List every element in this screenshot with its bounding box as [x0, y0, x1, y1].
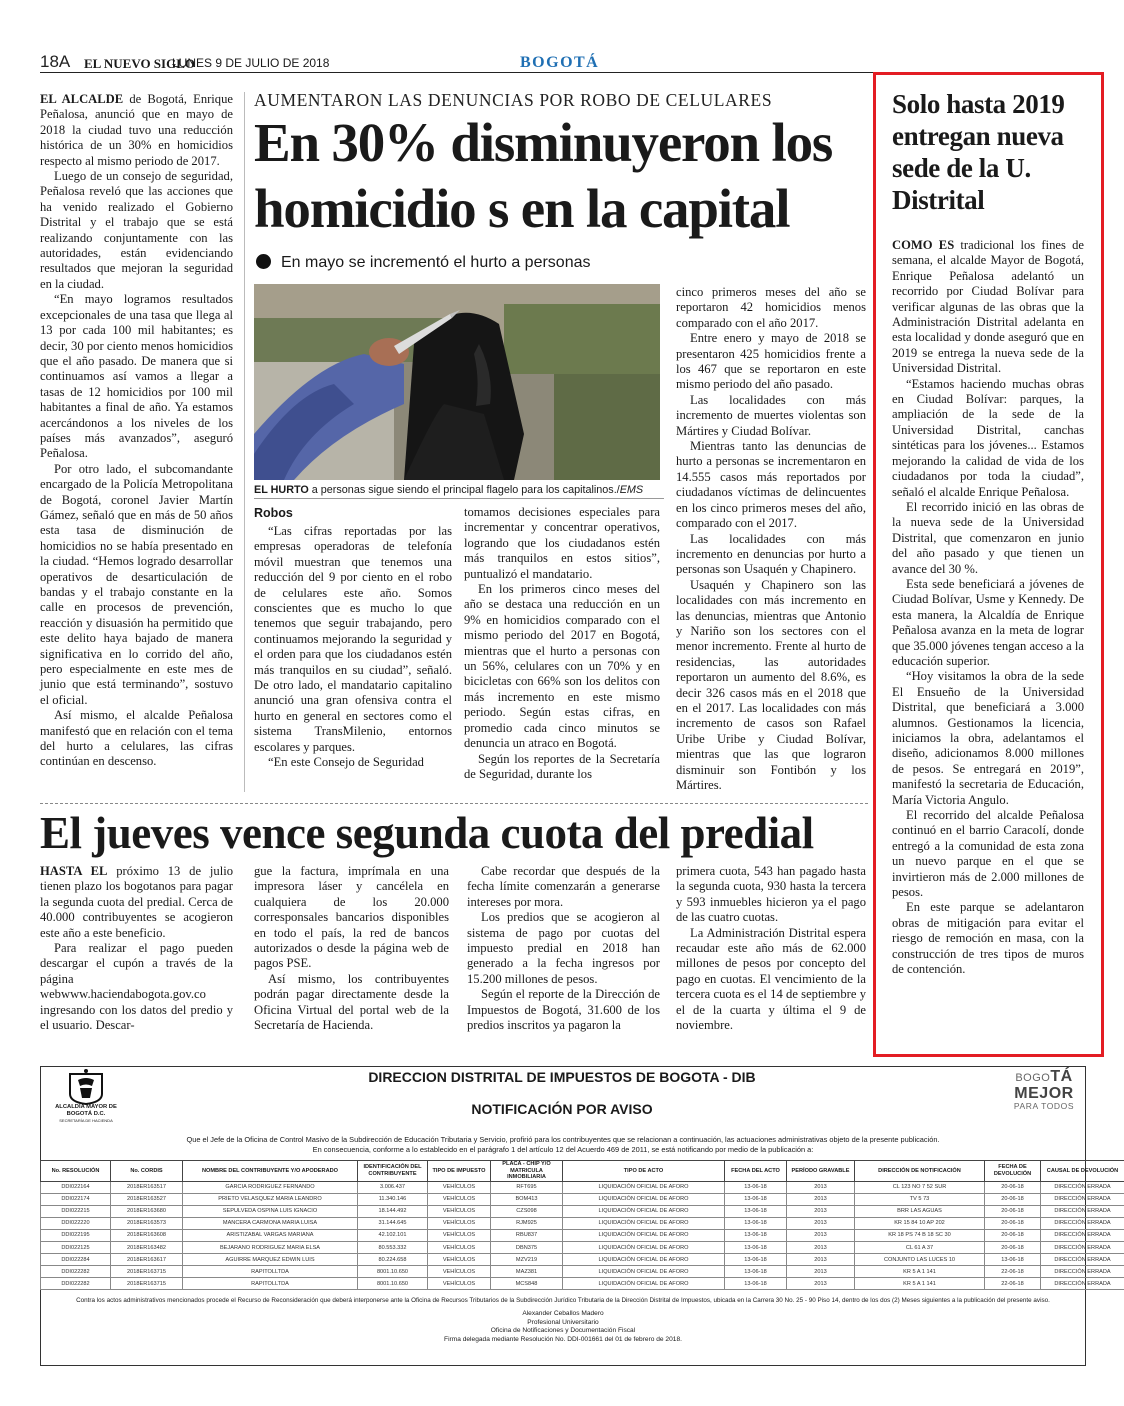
table-cell: PRIETO VELASQUEZ MARIA LEANDRO: [183, 1193, 358, 1205]
paragraph-text: “Hoy visitamos la obra de la sede El Ensueño de la Universidad Distrital, que beneficiará a 3.000 alumnos. Gestionamos la licencia, iniciamos la obra, adelantamos el diseño, adicionamos 8.000 millones de pesos. Se entregará en 2019”, manifestó la secretaria de Educación, María Victoria Angulo.: [892, 669, 1084, 807]
paragraph-text: “En este Consejo de Seguridad: [268, 755, 424, 770]
paragraph: [467, 864, 660, 910]
second-column-1: [40, 864, 233, 1033]
paragraph: [464, 752, 660, 783]
table-cell: 3.006.437: [358, 1181, 428, 1193]
table-cell: 13-06-18: [725, 1278, 787, 1290]
table-cell: 31.144.645: [358, 1217, 428, 1229]
table-cell: 2018ER163680: [111, 1205, 183, 1217]
paragraph: [40, 708, 233, 770]
lead-in: EL ALCALDE: [40, 92, 124, 106]
second-column-4: [676, 864, 866, 1033]
main-headline: [254, 110, 866, 242]
table-cell: 20-06-18: [985, 1193, 1041, 1205]
table-cell: MZV219: [491, 1254, 563, 1266]
table-row: [41, 1217, 1124, 1229]
column-header: TIPO DE IMPUESTO: [428, 1161, 491, 1182]
table-cell: MCS848: [491, 1278, 563, 1290]
table-cell: 42.102.101: [358, 1229, 428, 1241]
second-column-2: [254, 864, 449, 1033]
notice-table-header: [41, 1161, 1124, 1182]
main-headline-line-2: homicidio s en la capital: [254, 178, 790, 239]
table-cell: MANCERA CARMONA MARIA LUISA: [183, 1217, 358, 1229]
paragraph: [676, 393, 866, 439]
table-cell: 13-06-18: [725, 1254, 787, 1266]
table-cell: DDI022125: [41, 1241, 111, 1253]
table-cell: DBN375: [491, 1241, 563, 1253]
table-row: [41, 1278, 1124, 1290]
table-cell: KR 5 A 1 141: [855, 1266, 985, 1278]
signer-role: Profesional Universitario: [527, 1318, 599, 1326]
table-cell: VEHÍCULOS: [428, 1241, 491, 1253]
table-cell: CZS098: [491, 1205, 563, 1217]
table-cell: KR 18 PS 74 B 18 SC 30: [855, 1229, 985, 1241]
paragraph-text: Cabe recordar que después de la fecha límite comenzarán a generarse intereses por mora.: [467, 864, 660, 909]
paragraph: [254, 524, 452, 755]
table-cell: 18.144.492: [358, 1205, 428, 1217]
table-cell: 80.553.332: [358, 1241, 428, 1253]
table-cell: RAPITOLLTDA: [183, 1278, 358, 1290]
photo-caption-lead: EL HURTO: [254, 484, 309, 496]
paragraph: [892, 377, 1084, 500]
signer-name: Alexander Ceballos Madero: [522, 1310, 604, 1317]
table-cell: DIRECCIÓN ERRADA: [1041, 1241, 1124, 1253]
table-cell: RJM925: [491, 1217, 563, 1229]
table-cell: 13-06-18: [985, 1254, 1041, 1266]
paragraph: [676, 864, 866, 926]
paragraph-text: Las localidades con más incremento de muertes violentas son Mártires y Ciudad Bolívar.: [676, 392, 866, 438]
column-header: NOMBRE DEL CONTRIBUYENTE Y/O APODERADO: [183, 1161, 358, 1182]
table-cell: 20-06-18: [985, 1181, 1041, 1193]
table-cell: VEHÍCULOS: [428, 1229, 491, 1241]
column-header: No. CORDIS: [111, 1161, 183, 1182]
paragraph: [892, 669, 1084, 808]
signer-office: Oficina de Notificaciones y Documentación Fiscal: [490, 1327, 636, 1334]
paragraph-text: El recorrido del alcalde Peñalosa continuó en el barrio Caracolí, donde entregó a la comunidad de esta zona un nuevo parque en el que se invirtieron más de 2.000 millones de pesos.: [892, 808, 1084, 900]
table-cell: DDI022220: [41, 1217, 111, 1229]
table-cell: 2013: [787, 1193, 855, 1205]
notice-table: [40, 1160, 1124, 1290]
table-row: [41, 1205, 1124, 1217]
issue-date: LUNES 9 DE JULIO DE 2018: [172, 56, 330, 70]
table-cell: 80.224.658: [358, 1254, 428, 1266]
table-cell: 2018ER163608: [111, 1229, 183, 1241]
second-column-3: [467, 864, 660, 1033]
paragraph: [892, 500, 1084, 577]
paragraph-text: Según el reporte de la Dirección de Impuestos de Bogotá, 31.600 de los predios inscritos ya pagaron la: [467, 987, 660, 1033]
table-cell: DDI022195: [41, 1229, 111, 1241]
paragraph-text: primera cuota, 543 han pagado hasta la segunda cuota, 930 hasta la tercera y 593 inmuebles hicieron ya el pago de las cuatro cuotas.: [676, 864, 866, 925]
table-cell: VEHÍCULOS: [428, 1217, 491, 1229]
paragraph-text: “Estamos haciendo muchas obras en Ciudad Bolívar: parques, la ampliación de la sede de la Universidad Distrital, canchas sintéticas para los jóvenes... Estamos mejorando la calidad de vida de los ciudadanos por toda la ciudad”, señaló el alcalde Enrique Peñalosa.: [892, 376, 1084, 499]
lead-in: HASTA EL: [40, 864, 108, 878]
logo-text-a: BOGO: [1015, 1072, 1051, 1084]
table-cell: 2018ER163617: [111, 1254, 183, 1266]
logo-text-b: TÁ: [1050, 1068, 1073, 1085]
agency-name: ALCALDÍA MAYOR DE BOGOTÁ D.C.: [55, 1104, 117, 1117]
column-header: FECHA DE DEVOLUCIÓN: [985, 1161, 1041, 1182]
paragraph: [892, 900, 1084, 977]
table-row: [41, 1241, 1124, 1253]
story-separator: [40, 803, 868, 804]
paragraph: [676, 439, 866, 531]
table-cell: CONJUNTO LAS LUCES 10: [855, 1254, 985, 1266]
table-cell: VEHÍCULOS: [428, 1205, 491, 1217]
notice-intro-line-1: Que el Jefe de la Oficina de Control Masivo de la Subdirección de Educación Tributaria y Servicio, profirió para los contribuyentes que se relacionan a continuación, las actuaciones administrativas objeto de la presente publicación.: [186, 1135, 940, 1144]
table-cell: MAZ381: [491, 1266, 563, 1278]
table-cell: 2013: [787, 1181, 855, 1193]
main-column-1: [40, 92, 233, 770]
table-cell: 8001.10.650: [358, 1266, 428, 1278]
column-divider: [244, 92, 245, 792]
paragraph-text: En los primeros cinco meses del año se destaca una reducción en un 9% en homicidios comparado con el mismo periodo del 2017 en Bogotá, mientras que el hurto a personas con un 56%, celulares con un 70% y en bicicletas con 66% son los delitos con más incremento en este mismo periodo. Según estas cifras, en promedio cada cinco minutos se denuncia un atraco en Bogotá.: [464, 582, 660, 751]
paragraph-text: Usaquén y Chapinero son las localidades con más incremento en las denuncias, mientras que Antonio y Nariño son los sectores con el menor incremento. Frente al hurto de residencias, las autoridades reportaron un aumento del 8.6%, es decir 326 casos más en el 2018 que en el 2017. Las localidades con más incremento de casos son Rafael Uribe Uribe y Ciudad Bolívar, mientras que las que lograron disminuir son Fontibón y los Mártires.: [676, 577, 866, 792]
paragraph: [467, 987, 660, 1033]
paragraph-text: tomamos decisiones especiales para incrementar y concentrar operativos, logrando que los ciudadanos estén más tranquilos en estos sitios”, puntualizó el mandatario.: [464, 505, 660, 581]
paragraph: [40, 169, 233, 292]
table-cell: DDI022284: [41, 1254, 111, 1266]
bullet-icon: [256, 254, 271, 269]
section-title: BOGOTÁ: [520, 54, 600, 71]
notice-table-body: [41, 1181, 1124, 1290]
signer-delegation: Firma delegada mediante Resolución No. DDI-001661 del 01 de febrero de 2018.: [444, 1335, 682, 1343]
table-cell: VEHÍCULOS: [428, 1254, 491, 1266]
notice-intro: [40, 1135, 1086, 1155]
table-cell: 13-06-18: [725, 1266, 787, 1278]
paragraph-text: Así mismo, el alcalde Peñalosa manifestó que en relación con el tema del hurto a celulares, las cifras continúan en descenso.: [40, 708, 233, 769]
paragraph: [464, 505, 660, 582]
table-cell: BOM413: [491, 1193, 563, 1205]
table-cell: 2013: [787, 1205, 855, 1217]
robbery-photo-image: [254, 284, 660, 480]
table-cell: LIQUIDACIÓN OFICIAL DE AFORO: [563, 1205, 725, 1217]
table-cell: 2018ER163715: [111, 1278, 183, 1290]
table-cell: 2013: [787, 1217, 855, 1229]
paragraph: [40, 292, 233, 461]
table-row: [41, 1229, 1124, 1241]
table-cell: RFT695: [491, 1181, 563, 1193]
paragraph-text: Para realizar el pago pueden descargar el cupón a través de la página webwww.haciendabogota.gov.co ingresando con los datos del predio y el usuario. Descar-: [40, 941, 233, 1033]
paragraph-text: Así mismo, los contribuyentes podrán pagar directamente desde la Oficina Virtual del portal web de la Secretaría de Hacienda.: [254, 971, 449, 1033]
table-cell: CL 61 A 37: [855, 1241, 985, 1253]
paragraph-text: Esta sede beneficiará a jóvenes de Ciudad Bolívar, Usme y Kennedy. De esta manera, la Alcaldía de Enrique Peñalosa avanza en la meta de lograr que 35.000 jóvenes tengan acceso a la educación superior.: [892, 576, 1084, 668]
notice-footer: Contra los actos administrativos mencionados procede el Recurso de Reconsideración que deberá interponerse ante la Oficina de Recursos Tributarios de la Subdirección Jurídico Tributaria de la Dirección Distrital de Impuestos, ubicada en la Carrera 30 No. 25 - 90 Piso 14, dentro de los dos (2) Meses siguientes a la publicación del presente aviso.: [76, 1297, 1050, 1304]
notice-subtitle: NOTIFICACIÓN POR AVISO: [471, 1101, 653, 1117]
main-subhead-text: En mayo se incrementó el hurto a personas: [281, 254, 591, 271]
paragraph: [892, 808, 1084, 900]
main-subhead: [256, 254, 591, 272]
table-cell: RBU837: [491, 1229, 563, 1241]
paragraph-text: de Bogotá, Enrique Peñalosa, anunció que en mayo de 2018 la ciudad tuvo una reducción histórica de un 30% en homicidios respecto al mismo periodo de 2017.: [40, 92, 233, 168]
paragraph-text: Los predios que se acogieron al sistema de pago por cuotas del impuesto predial en 2018 han generado a la fecha ingresos por 15.200 millones de pesos.: [467, 910, 660, 986]
table-cell: 2013: [787, 1254, 855, 1266]
table-cell: DIRECCIÓN ERRADA: [1041, 1229, 1124, 1241]
paragraph-text: En este parque se adelantaron obras de mitigación para evitar el riesgo de remoción en masa, con la construcción de tres tipos de muros de contención.: [892, 900, 1084, 977]
column-header: No. RESOLUCIÓN: [41, 1161, 111, 1182]
paragraph-text: Las localidades con más incremento en denuncias por hurto a personas son Usaquén y Chapinero.: [676, 531, 866, 577]
table-row: [41, 1254, 1124, 1266]
table-cell: AGUIRRE MARQUEZ EDWIN LUIS: [183, 1254, 358, 1266]
table-cell: 20-06-18: [985, 1229, 1041, 1241]
paragraph: [676, 331, 866, 393]
paragraph-text: Mientras tanto las denuncias de hurto a personas se incrementaron en 14.555 casos más reportados por ciudadanos víctimas de delincuentes en los cinco primeros meses del año, comparado con el 2017.: [676, 439, 866, 531]
table-cell: SEPULVEDA OSPINA LUIS IGNACIO: [183, 1205, 358, 1217]
table-cell: DIRECCIÓN ERRADA: [1041, 1217, 1124, 1229]
table-cell: 20-06-18: [985, 1205, 1041, 1217]
lead-in: COMO ES: [892, 238, 955, 252]
box-column: [892, 238, 1084, 978]
table-cell: 22-06-18: [985, 1266, 1041, 1278]
notice-title: DIRECCION DISTRITAL DE IMPUESTOS DE BOGOTA - DIB: [368, 1069, 756, 1085]
robbery-photo: [254, 284, 660, 480]
column-header: PLACA - CHIP Y/O MATRICULA INMOBILIARIA: [491, 1161, 563, 1182]
table-cell: DDI022215: [41, 1205, 111, 1217]
table-cell: LIQUIDACIÓN OFICIAL DE AFORO: [563, 1217, 725, 1229]
table-row: [41, 1266, 1124, 1278]
paragraph: [40, 864, 233, 941]
table-cell: 2013: [787, 1278, 855, 1290]
table-cell: VEHÍCULOS: [428, 1278, 491, 1290]
main-column-2: [254, 524, 452, 771]
table-cell: 2018ER163527: [111, 1193, 183, 1205]
table-cell: DDI022174: [41, 1193, 111, 1205]
table-row: [41, 1181, 1124, 1193]
paragraph-text: próximo 13 de julio tienen plazo los bogotanos para pagar la segunda cuota del predial. Cerca de 40.000 contribuyentes se acogieron este año a este beneficio.: [40, 864, 233, 940]
table-cell: 2018ER163573: [111, 1217, 183, 1229]
second-headline: El jueves vence segunda cuota del predial: [40, 808, 814, 858]
paragraph: [464, 582, 660, 751]
paragraph: [676, 285, 866, 331]
column-header: CAUSAL DE DEVOLUCIÓN: [1041, 1161, 1124, 1182]
paragraph: [40, 462, 233, 709]
table-cell: 13-06-18: [725, 1181, 787, 1193]
paragraph-text: El recorrido inició en las obras de la nueva sede de la Universidad Distrital, que comenzaron en junio del año pasado y que tienen un avance del 30 %.: [892, 499, 1084, 576]
table-cell: DDI022282: [41, 1278, 111, 1290]
table-cell: DIRECCIÓN ERRADA: [1041, 1181, 1124, 1193]
table-cell: DIRECCIÓN ERRADA: [1041, 1278, 1124, 1290]
page-number: 18A: [40, 52, 71, 71]
table-cell: TV 5 73: [855, 1193, 985, 1205]
paragraph-text: Según los reportes de la Secretaría de Seguridad, durante los: [464, 751, 660, 781]
table-cell: GARCIA RODRIGUEZ FERNANDO: [183, 1181, 358, 1193]
table-cell: VEHÍCULOS: [428, 1266, 491, 1278]
table-cell: BRR LAS AGUAS: [855, 1205, 985, 1217]
table-cell: LIQUIDACIÓN OFICIAL DE AFORO: [563, 1193, 725, 1205]
table-cell: DIRECCIÓN ERRADA: [1041, 1193, 1124, 1205]
table-cell: LIQUIDACIÓN OFICIAL DE AFORO: [563, 1241, 725, 1253]
table-cell: VEHÍCULOS: [428, 1181, 491, 1193]
column-header: TIPO DE ACTO: [563, 1161, 725, 1182]
paragraph: [40, 92, 233, 169]
table-cell: 20-06-18: [985, 1217, 1041, 1229]
table-cell: 13-06-18: [725, 1241, 787, 1253]
main-column-3: [464, 505, 660, 782]
table-cell: LIQUIDACIÓN OFICIAL DE AFORO: [563, 1181, 725, 1193]
table-cell: LIQUIDACIÓN OFICIAL DE AFORO: [563, 1266, 725, 1278]
main-column-4: [676, 285, 866, 793]
table-cell: DIRECCIÓN ERRADA: [1041, 1254, 1124, 1266]
paragraph: [254, 864, 449, 972]
column-header: FECHA DEL ACTO: [725, 1161, 787, 1182]
column-header: PERÍODO GRAVABLE: [787, 1161, 855, 1182]
paragraph-text: “Las cifras reportadas por las empresas operadoras de telefonía móvil muestran que tenemos una reducción del 9 por ciento en el robo de celulares este año. Somos conscientes que es mucho lo que tenemos que seguir trabajando, pero continuamos mejorando la seguridad y el orden para que los ciudadanos estén más tranquilos en su ciudad”, señaló. De otro lado, el mandatario capitalino anunció una gran ofensiva contra el hurto en general en sectores como el sistema TransMilenio, entornos escolares y parques.: [254, 524, 452, 754]
paragraph: [676, 926, 866, 1034]
table-cell: 2013: [787, 1229, 855, 1241]
paragraph: [892, 577, 1084, 669]
table-cell: BEJARANO RODRIGUEZ MARIA ELSA: [183, 1241, 358, 1253]
table-cell: 2018ER163517: [111, 1181, 183, 1193]
newspaper-name: EL NUEVO SIGLO: [84, 56, 195, 71]
table-cell: DDI022164: [41, 1181, 111, 1193]
table-cell: 2013: [787, 1241, 855, 1253]
main-headline-line-1: En 30% disminuyeron los: [254, 112, 833, 173]
paragraph-text: Entre enero y mayo de 2018 se presentaron 425 homicidios frente a los 467 que se reportaron en este mismo periodo del año pasado.: [676, 331, 866, 392]
paragraph-text: “En mayo logramos resultados excepcionales de una tasa que llega al 13 por cada 100 mil habitantes; es decir, 30 por ciento menos homicidios que el año pasado. De manera que si continuamos así vamos a llegar a tasas de 12 homicidios por 100 mil habitantes a final de año. Ya estamos acercándonos a los niveles de los países más avanzados”, aseguró Peñalosa.: [40, 292, 233, 461]
table-cell: DDI022282: [41, 1266, 111, 1278]
table-cell: 13-06-18: [725, 1205, 787, 1217]
table-cell: DIRECCIÓN ERRADA: [1041, 1205, 1124, 1217]
paragraph-text: tradicional los fines de semana, el alcalde Mayor de Bogotá, Enrique Peñalosa adelantó un recorrido por Ciudad Bolívar para verificar algunas de las obras que la Administración Distrital adelanta en esta localidad y donde aseguró que en 2019 se entrega la nueva sede de la Universidad Distrital.: [892, 238, 1084, 376]
agency-sub: SECRETARÍA DE HACIENDA: [59, 1118, 113, 1123]
table-cell: 20-06-18: [985, 1241, 1041, 1253]
table-cell: KR 5 A 1 141: [855, 1278, 985, 1290]
table-cell: 2018ER163482: [111, 1241, 183, 1253]
paragraph: [254, 755, 452, 770]
table-cell: 11.340.146: [358, 1193, 428, 1205]
paragraph: [892, 238, 1084, 377]
table-row: [41, 1193, 1124, 1205]
logo-text-mid: MEJOR: [1014, 1085, 1074, 1102]
table-cell: 22-06-18: [985, 1278, 1041, 1290]
table-cell: CL 123 NO 7 52 SUR: [855, 1181, 985, 1193]
paragraph-text: gue la factura, imprímala en una impresora láser y cancélela en cualquiera de los 20.000 corresponsales bancarios disponibles en todo el país, la red de bancos autorizados o desde la página web de pagos PSE.: [254, 864, 449, 971]
paragraph: [467, 910, 660, 987]
table-cell: 13-06-18: [725, 1217, 787, 1229]
notice-signature: [40, 1310, 1086, 1344]
table-cell: RAPITOLLTDA: [183, 1266, 358, 1278]
paragraph-text: Por otro lado, el subcomandante encargado de la Policía Metropolitana de Bogotá, coronel Javier Martín Gámez, señaló que en más de 50 años esta tasa de disminución de homicidios no se había presentado en la ciudad. “Hemos logrado desarrollar operativos de desarticulación de bandas y el trabajo constante en la calle en procesos de prevención, reacción y disuasión ha permitido que este delito haya bajado de manera significativa en lo corrido del año, pero especialmente en este mes de junio que está terminando”, sostuvo el oficial.: [40, 461, 233, 707]
table-cell: 2013: [787, 1266, 855, 1278]
table-cell: LIQUIDACIÓN OFICIAL DE AFORO: [563, 1278, 725, 1290]
paragraph-text: Luego de un consejo de seguridad, Peñalosa reveló que las acciones que ha venido realizado el Gobierno Distrital y el trabajo que se está realizando conjuntamente con las autoridades, están evidenciando resultados que mejoran la seguridad en la ciudad.: [40, 169, 233, 291]
table-cell: 8001.10.650: [358, 1278, 428, 1290]
logo-text-bottom: PARA TODOS: [1013, 1101, 1075, 1111]
column-header: IDENTIFICACIÓN DEL CONTRIBUYENTE: [358, 1161, 428, 1182]
table-cell: LIQUIDACIÓN OFICIAL DE AFORO: [563, 1254, 725, 1266]
paragraph-text: cinco primeros meses del año se reportaron 42 homicidios menos comparado con el año 2017.: [676, 285, 866, 330]
paragraph: [40, 941, 233, 1033]
box-headline: Solo hasta 2019 entregan nueva sede de la U. Distrital: [892, 89, 1065, 215]
photo-credit: EMS: [619, 484, 644, 496]
column-header: DIRECCIÓN DE NOTIFICACIÓN: [855, 1161, 985, 1182]
notice-intro-line-2: En consecuencia, conforme a lo establecido en el parágrafo 1 del artículo 12 del Acuerdo 469 de 2011, se está notificando por medio de la publicación a:: [312, 1145, 814, 1154]
table-cell: KR 15 84 10 AP 202: [855, 1217, 985, 1229]
table-cell: VEHÍCULOS: [428, 1193, 491, 1205]
caption-rule: [254, 498, 664, 499]
paragraph: [254, 972, 449, 1034]
paragraph: [676, 578, 866, 794]
table-cell: 2018ER163715: [111, 1266, 183, 1278]
bogota-mejor-logo: [1004, 1068, 1084, 1111]
photo-caption: [254, 484, 664, 496]
table-cell: 13-06-18: [725, 1193, 787, 1205]
paragraph-text: La Administración Distrital espera recaudar este año más de 62.000 millones de pesos por concepto del pago en cuotas. El vencimiento de la tercera cuota es el 14 de septiembre y el de la cuarta y última el 9 de noviembre.: [676, 925, 866, 1033]
main-kicker: AUMENTARON LAS DENUNCIAS POR ROBO DE CELULARES: [254, 90, 773, 110]
paragraph: [676, 532, 866, 578]
table-cell: LIQUIDACIÓN OFICIAL DE AFORO: [563, 1229, 725, 1241]
photo-caption-text: a personas sigue siendo el principal flagelo para los capitalinos./: [308, 484, 620, 496]
robos-heading: Robos: [254, 506, 293, 520]
table-cell: DIRECCIÓN ERRADA: [1041, 1266, 1124, 1278]
table-cell: ARISTIZABAL VARGAS MARIANA: [183, 1229, 358, 1241]
table-cell: 13-06-18: [725, 1229, 787, 1241]
